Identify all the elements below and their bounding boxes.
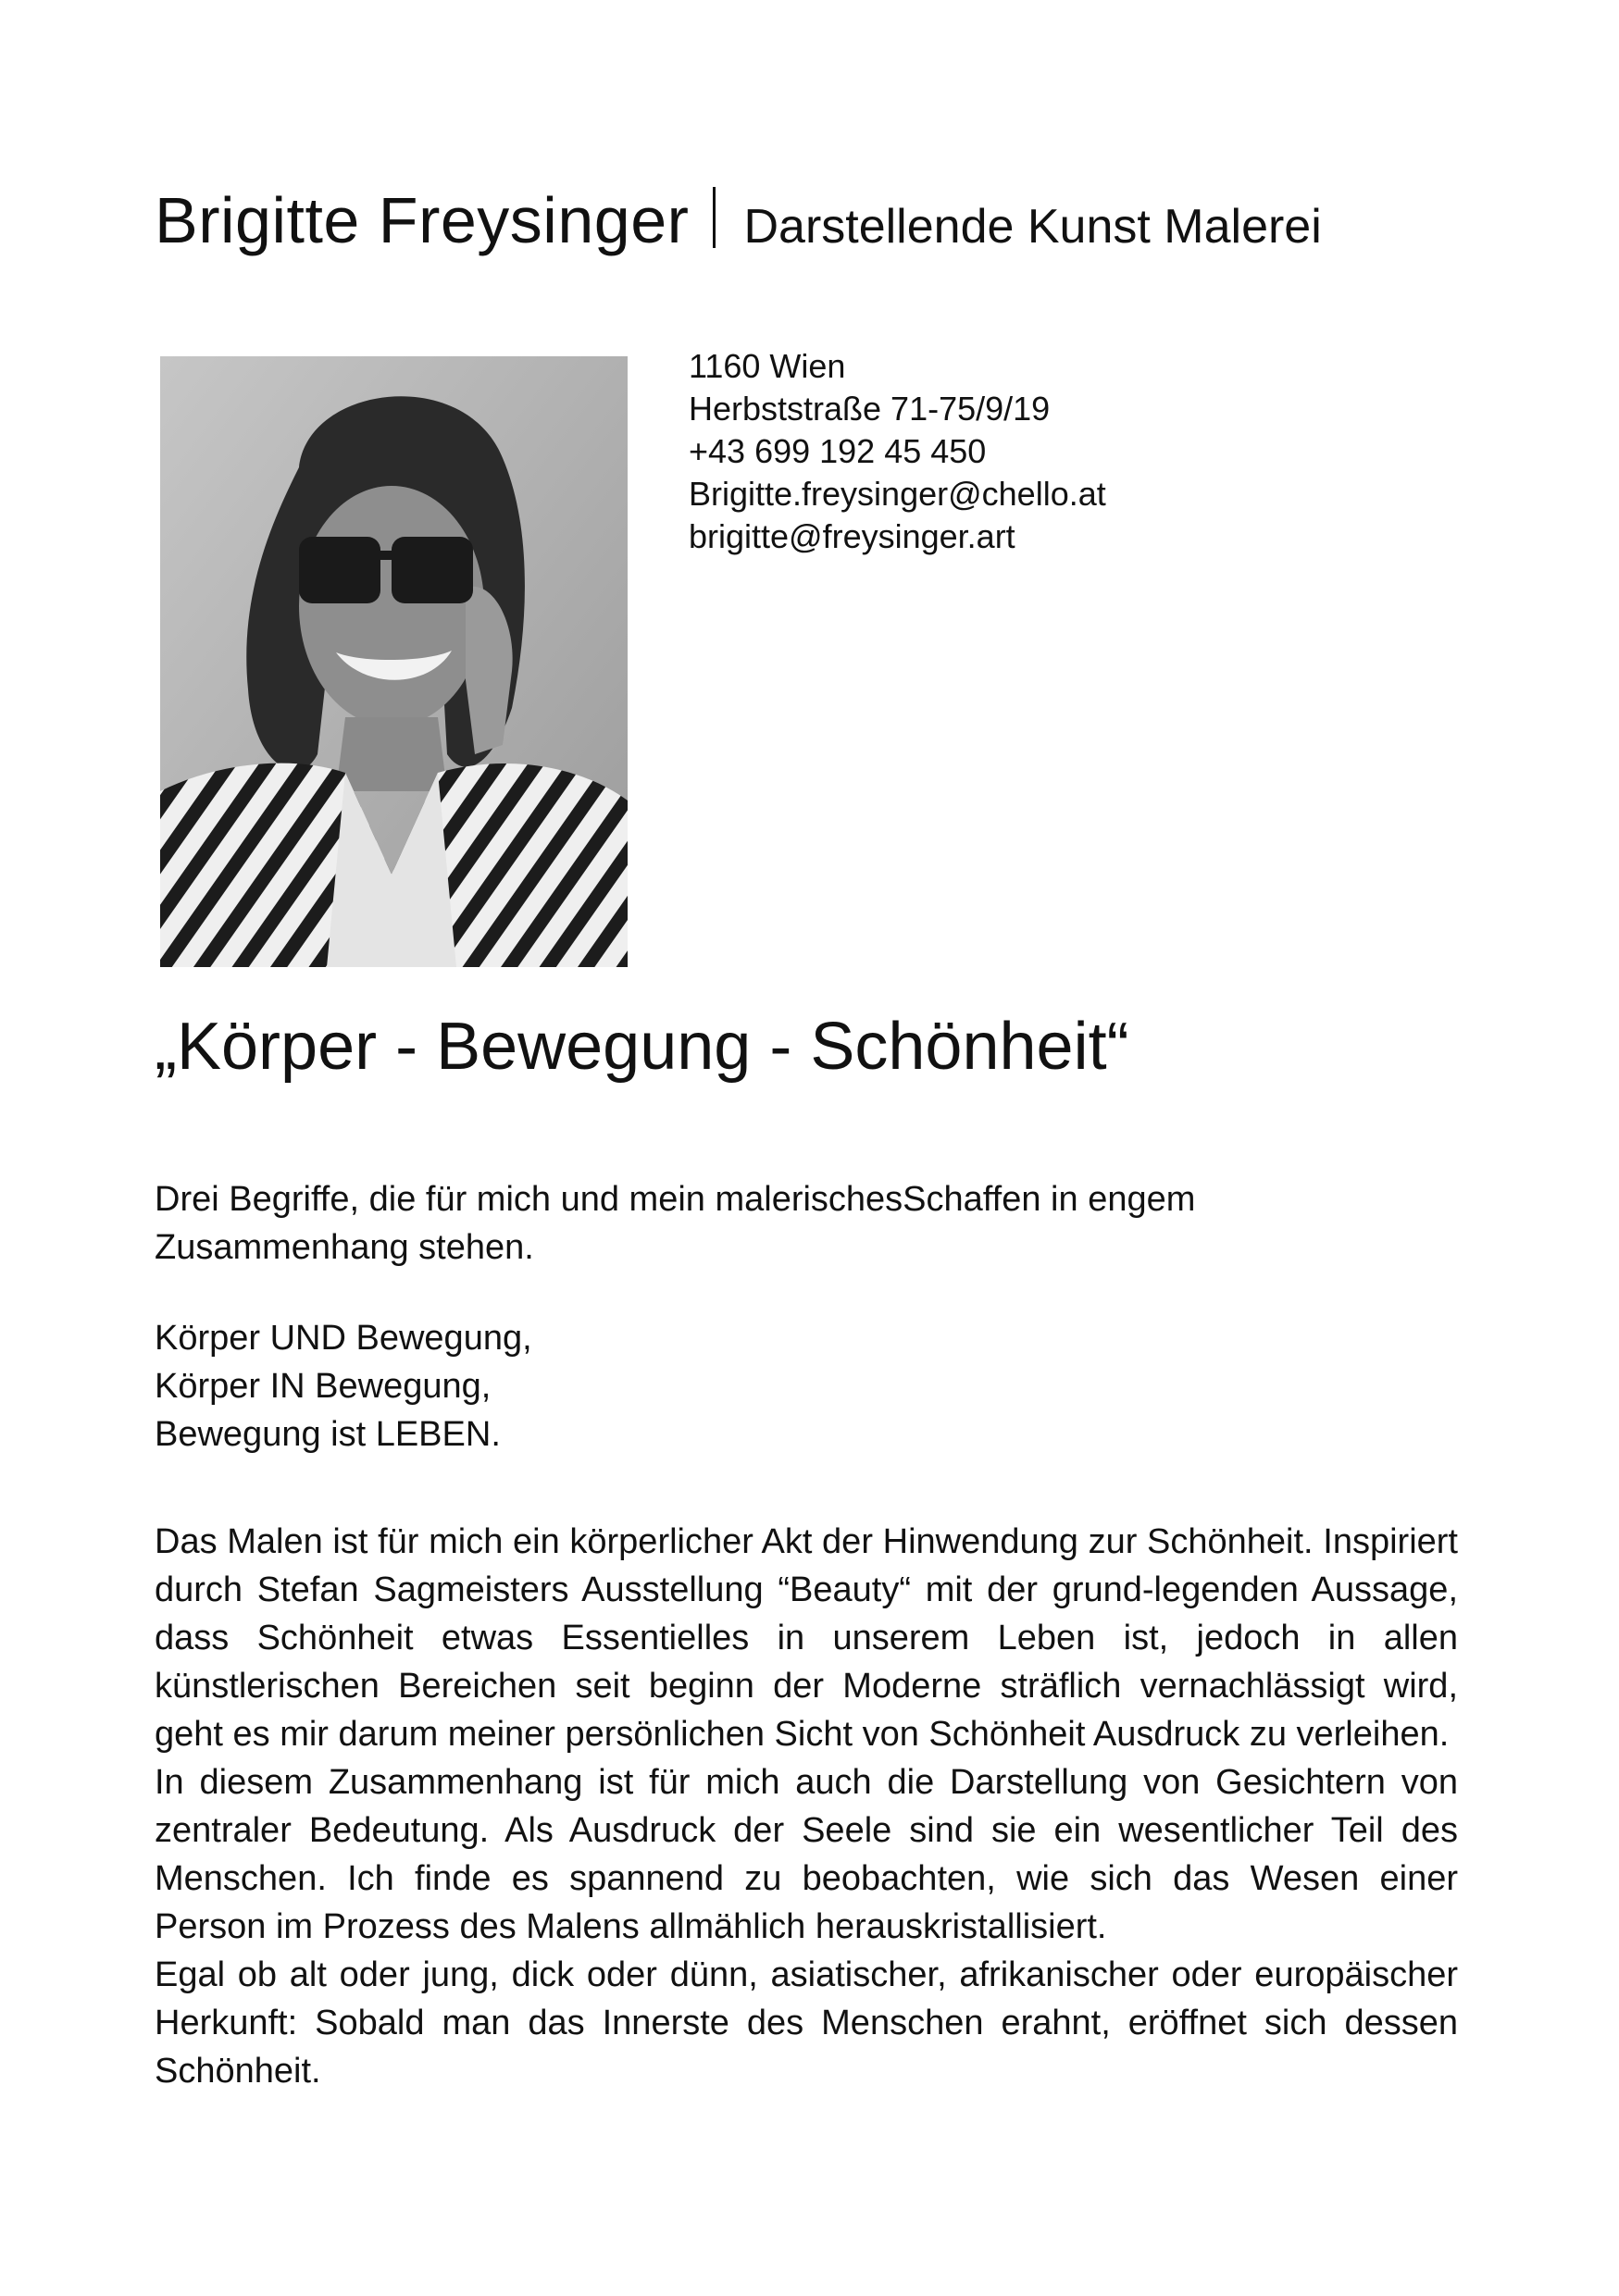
page-header: [155, 181, 1322, 257]
statement-paragraph: In diesem Zusammenhang ist für mich auch die Darstellung von Gesichtern von zentraler Bedeutung. Als Ausdruck der Seele sind sie ein wesentlicher Teil des Menschen. Ich finde es spannend zu beobachten, wie sich das Wesen einer Person im Prozess des Malens allmählich herauskristallisiert.: [155, 1763, 1458, 1946]
artist-portrait-photo: [160, 356, 628, 967]
statement-body: [155, 1518, 1458, 2095]
verse-line: Körper IN Bewegung,: [155, 1367, 492, 1406]
statement-title: „Körper - Bewegung - Schönheit“: [155, 1010, 1129, 1084]
artist-discipline: Darstellende Kunst Malerei: [743, 200, 1322, 254]
contact-email-secondary[interactable]: brigitte@freysinger.art: [689, 517, 1015, 555]
contact-street: Herbststraße 71-75/9/19: [689, 390, 1051, 428]
statement-paragraph: Das Malen ist für mich ein körperlicher Akt der Hinwendung zur Schönheit. Inspiriert durch Stefan Sagmeisters Ausstellung “Beauty“ mit der grund-legenden Aussage, dass Schönheit etwas Essentielles in unserem Leben ist, jedoch in allen künstlerischen Bereichen seit beginn der Moderne sträflich vernachlässigt wird, geht es mir darum meiner persönlichen Sicht von Schönheit Ausdruck zu verleihen.: [155, 1522, 1458, 1754]
contact-phone[interactable]: +43 699 192 45 450: [689, 432, 987, 470]
portrait-illustration: [160, 356, 628, 967]
header-divider: [713, 187, 716, 248]
contact-city: 1160 Wien: [689, 347, 846, 385]
verse-line: Körper UND Bewegung,: [155, 1319, 532, 1358]
statement-paragraph: Egal ob alt oder jung, dick oder dünn, asiatischer, afrikanischer oder europäischer Herkunft: Sobald man das Innerste des Menschen erahnt, eröffnet sich dessen Schönheit.: [155, 1955, 1458, 2091]
verse-line: Bewegung ist LEBEN.: [155, 1415, 501, 1454]
artist-name: Brigitte Freysinger: [155, 184, 690, 256]
contact-email-primary[interactable]: Brigitte.freysinger@chello.at: [689, 475, 1106, 513]
statement-intro: Drei Begriffe, die für mich und mein malerischesSchaffen in engem Zusammenhang stehen.: [155, 1180, 1196, 1267]
contact-block: [689, 345, 1106, 558]
statement-verse: [155, 1314, 1458, 1458]
